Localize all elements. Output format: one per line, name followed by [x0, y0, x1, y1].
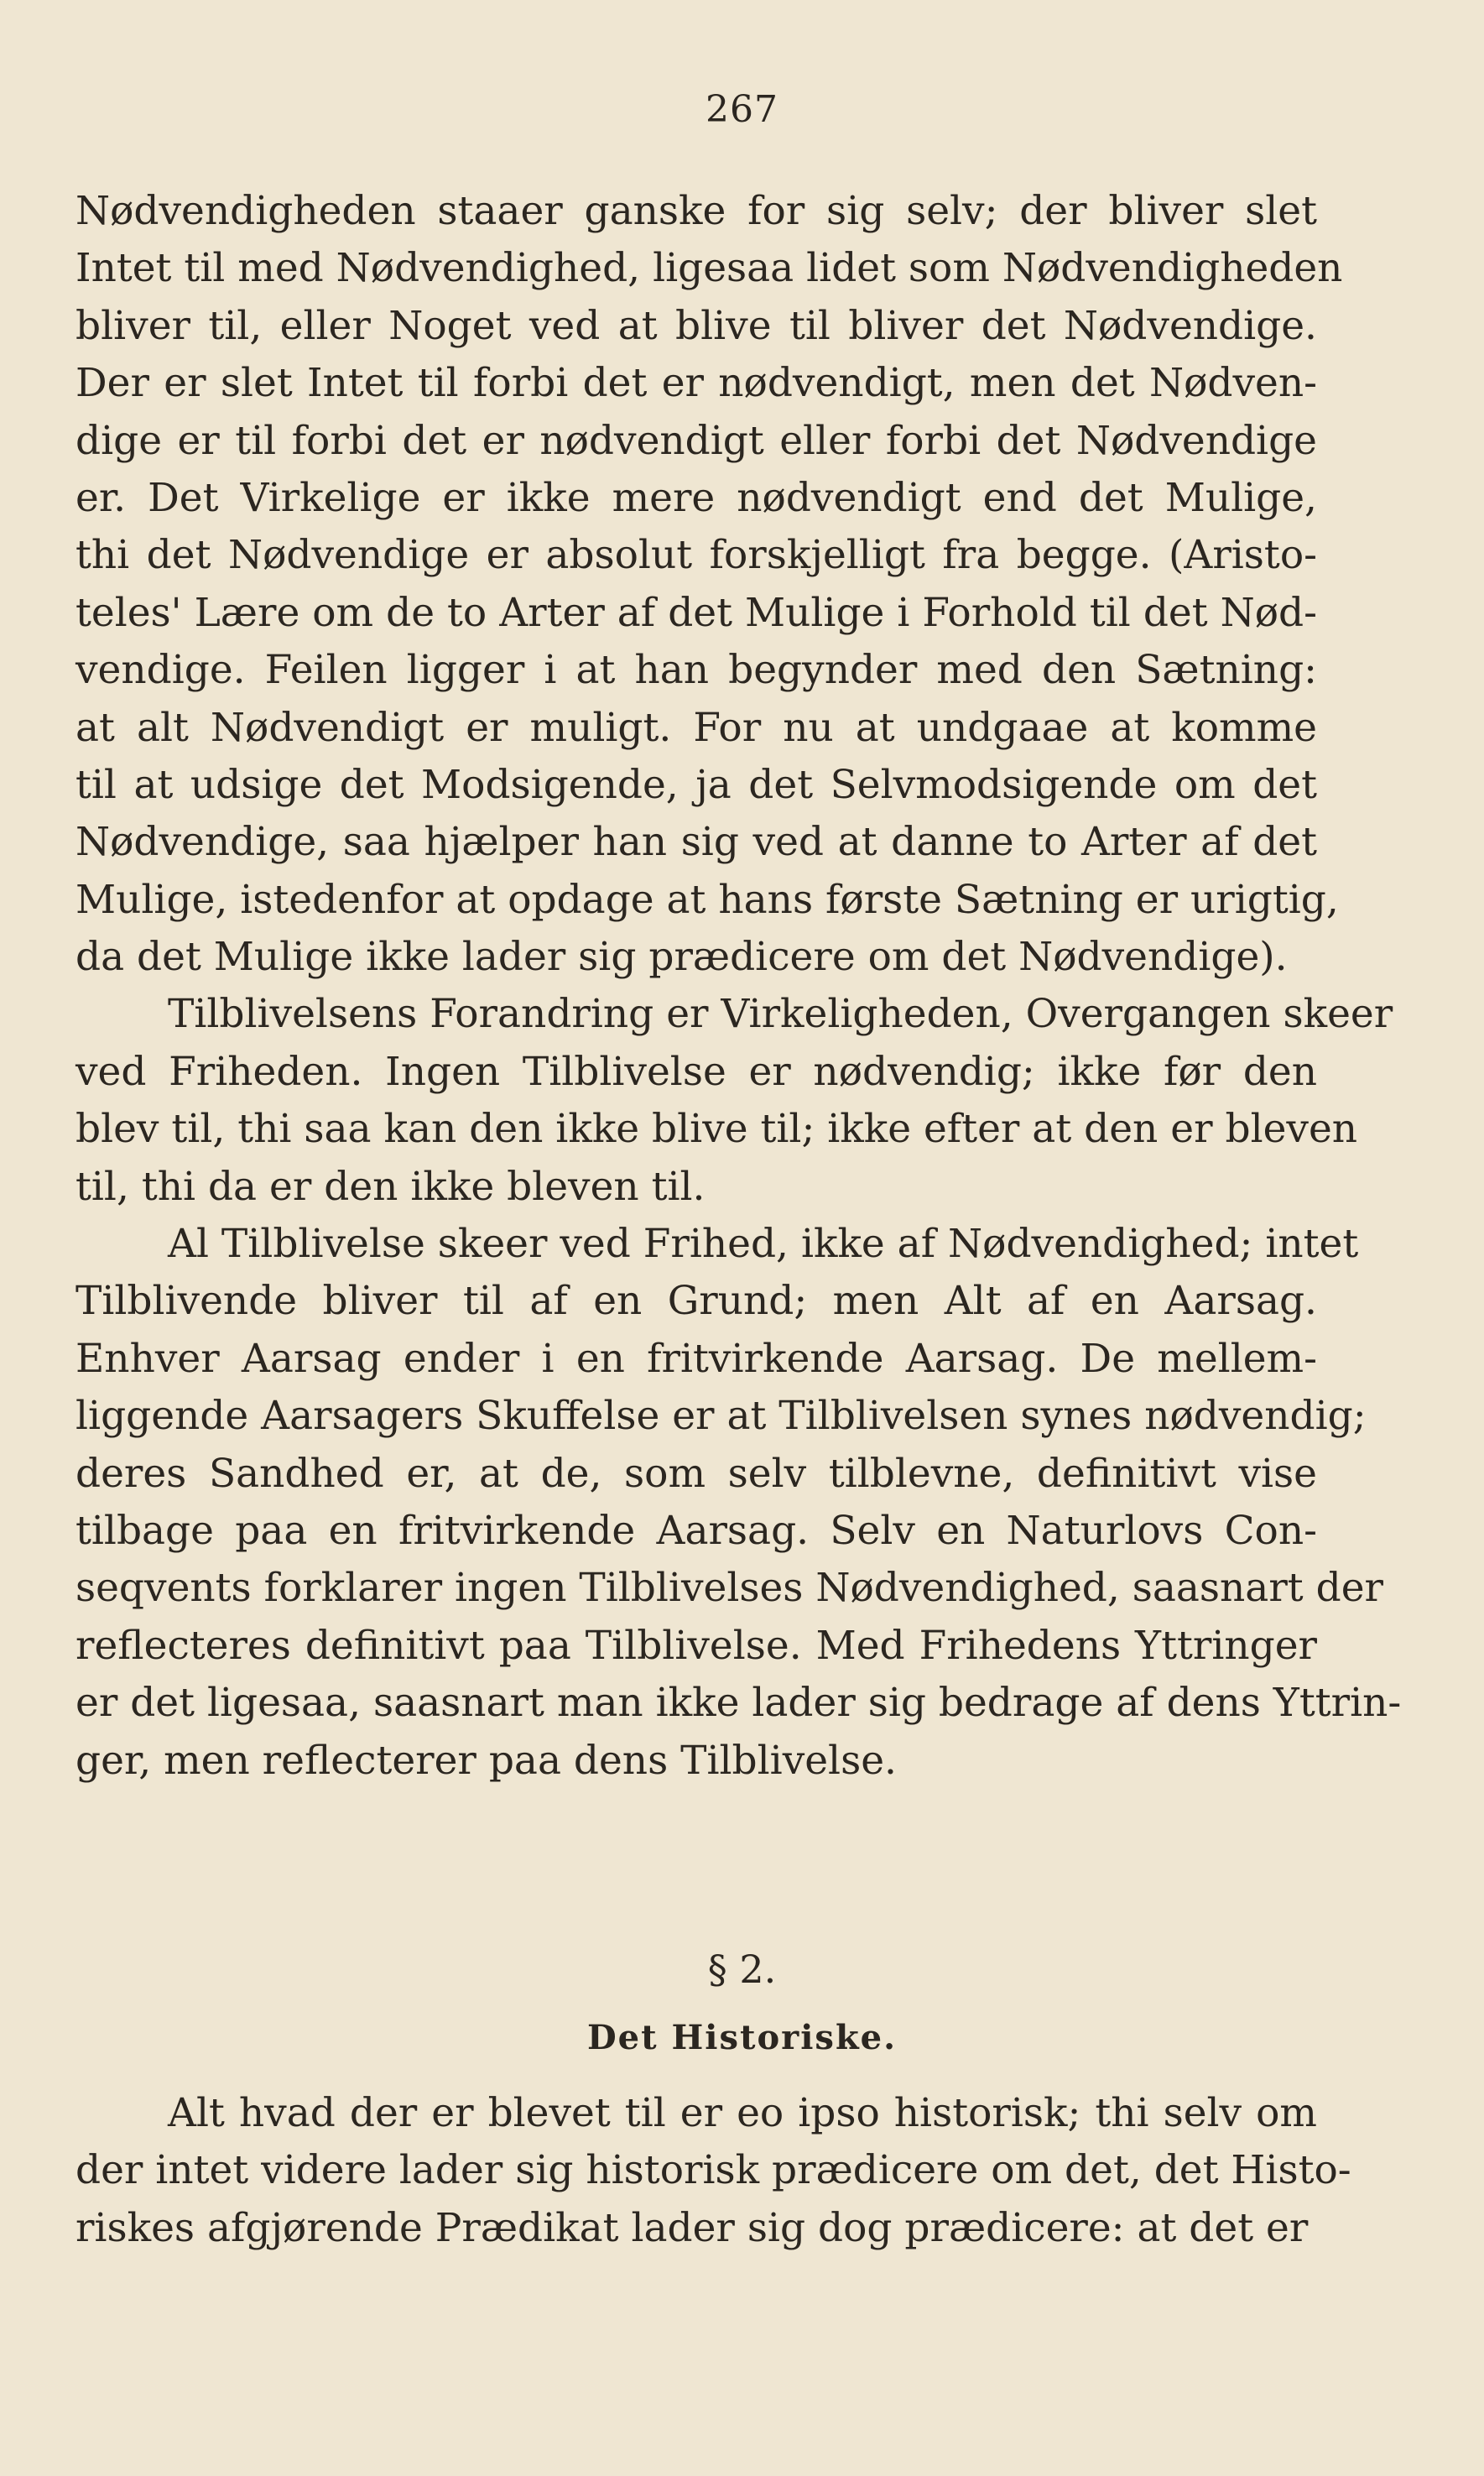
text-line: er det ligesaa, saasnart man ikke lader sig bedrage af dens Yttrin- [76, 1680, 1402, 1727]
text-line: teles' Lære om de to Arter af det Mulige i Forhold til det Nød- [76, 589, 1317, 636]
text-line: Tilblivende bliver til af en Grund; men Alt af en Aarsag. [76, 1278, 1317, 1325]
section-number: § 2. [707, 1947, 777, 1992]
text-line: er. Det Virkelige er ikke mere nødvendigt end det Mulige, [76, 474, 1317, 521]
text-line: reflecteres definitivt paa Tilblivelse. Med Frihedens Yttringer [76, 1622, 1317, 1669]
paragraph [76, 1216, 1402, 1790]
text-line: deres Sandhed er, at de, som selv tilblevne, definitivt vise [76, 1450, 1317, 1497]
text-line: Intet til med Nødvendighed, ligesaa lidet som Nødvendigheden [76, 245, 1343, 292]
text-line: Der er slet Intet til forbi det er nødvendigt, men det Nødven- [76, 360, 1317, 407]
text-line: ved Friheden. Ingen Tilblivelse er nødvendig; ikke før den [76, 1048, 1317, 1095]
page-number: 267 [706, 88, 778, 131]
paragraph [76, 2085, 1351, 2257]
text-line: blev til, thi saa kan den ikke blive til; ikke efter at den er bleven [76, 1106, 1358, 1153]
text-line: Al Tilblivelse skeer ved Frihed, ikke af Nødvendighed; intet [168, 1221, 1359, 1268]
text-line: riskes afgjørende Prædikat lader sig dog prædicere: at det er [76, 2204, 1309, 2251]
text-line: Tilblivelsens Forandring er Virkeligheden, Overgangen skeer [168, 991, 1393, 1038]
text-line: til, thi da er den ikke bleven til. [76, 1163, 706, 1210]
text-line: seqvents forklarer ingen Tilblivelses Nødvendighed, saasnart der [76, 1565, 1383, 1612]
text-line: Nødvendigheden staaer ganske for sig selv; der bliver slet [76, 188, 1317, 234]
body-text-bottom [76, 2085, 1351, 2257]
text-line: ger, men reflecterer paa dens Tilblivelse. [76, 1737, 897, 1784]
text-line: Nødvendige, saa hjælper han sig ved at danne to Arter af det [76, 819, 1317, 866]
text-line: da det Mulige ikke lader sig prædicere om det Nødvendige). [76, 934, 1288, 981]
text-line: Mulige, istedenfor at opdage at hans første Sætning er urigtig, [76, 876, 1339, 923]
text-line: Enhver Aarsag ender i en fritvirkende Aarsag. De mellem- [76, 1335, 1317, 1382]
text-line: thi det Nødvendige er absolut forskjelligt fra begge. (Aristo- [76, 532, 1317, 579]
text-line: tilbage paa en fritvirkende Aarsag. Selv en Naturlovs Con- [76, 1507, 1317, 1554]
paragraph [76, 986, 1393, 1216]
paragraph [76, 183, 1343, 986]
text-line: der intet videre lader sig historisk prædicere om det, det Histo- [76, 2147, 1351, 2194]
text-line: at alt Nødvendigt er muligt. For nu at undgaae at komme [76, 704, 1317, 751]
body-text-top [76, 183, 1402, 1790]
text-line: vendige. Feilen ligger i at han begynder med den Sætning: [76, 647, 1317, 694]
text-line: til at udsige det Modsigende, ja det Selvmodsigende om det [76, 761, 1317, 808]
text-line: dige er til forbi det er nødvendigt eller forbi det Nødvendige [76, 417, 1317, 464]
text-line: liggende Aarsagers Skuffelse er at Tilblivelsen synes nødvendig; [76, 1393, 1367, 1440]
text-line: bliver til, eller Noget ved at blive til bliver det Nødvendige. [76, 302, 1317, 349]
text-line: Alt hvad der er blevet til er eo ipso historisk; thi selv om [168, 2090, 1317, 2136]
section-title: Det Historiske. [586, 2018, 898, 2057]
